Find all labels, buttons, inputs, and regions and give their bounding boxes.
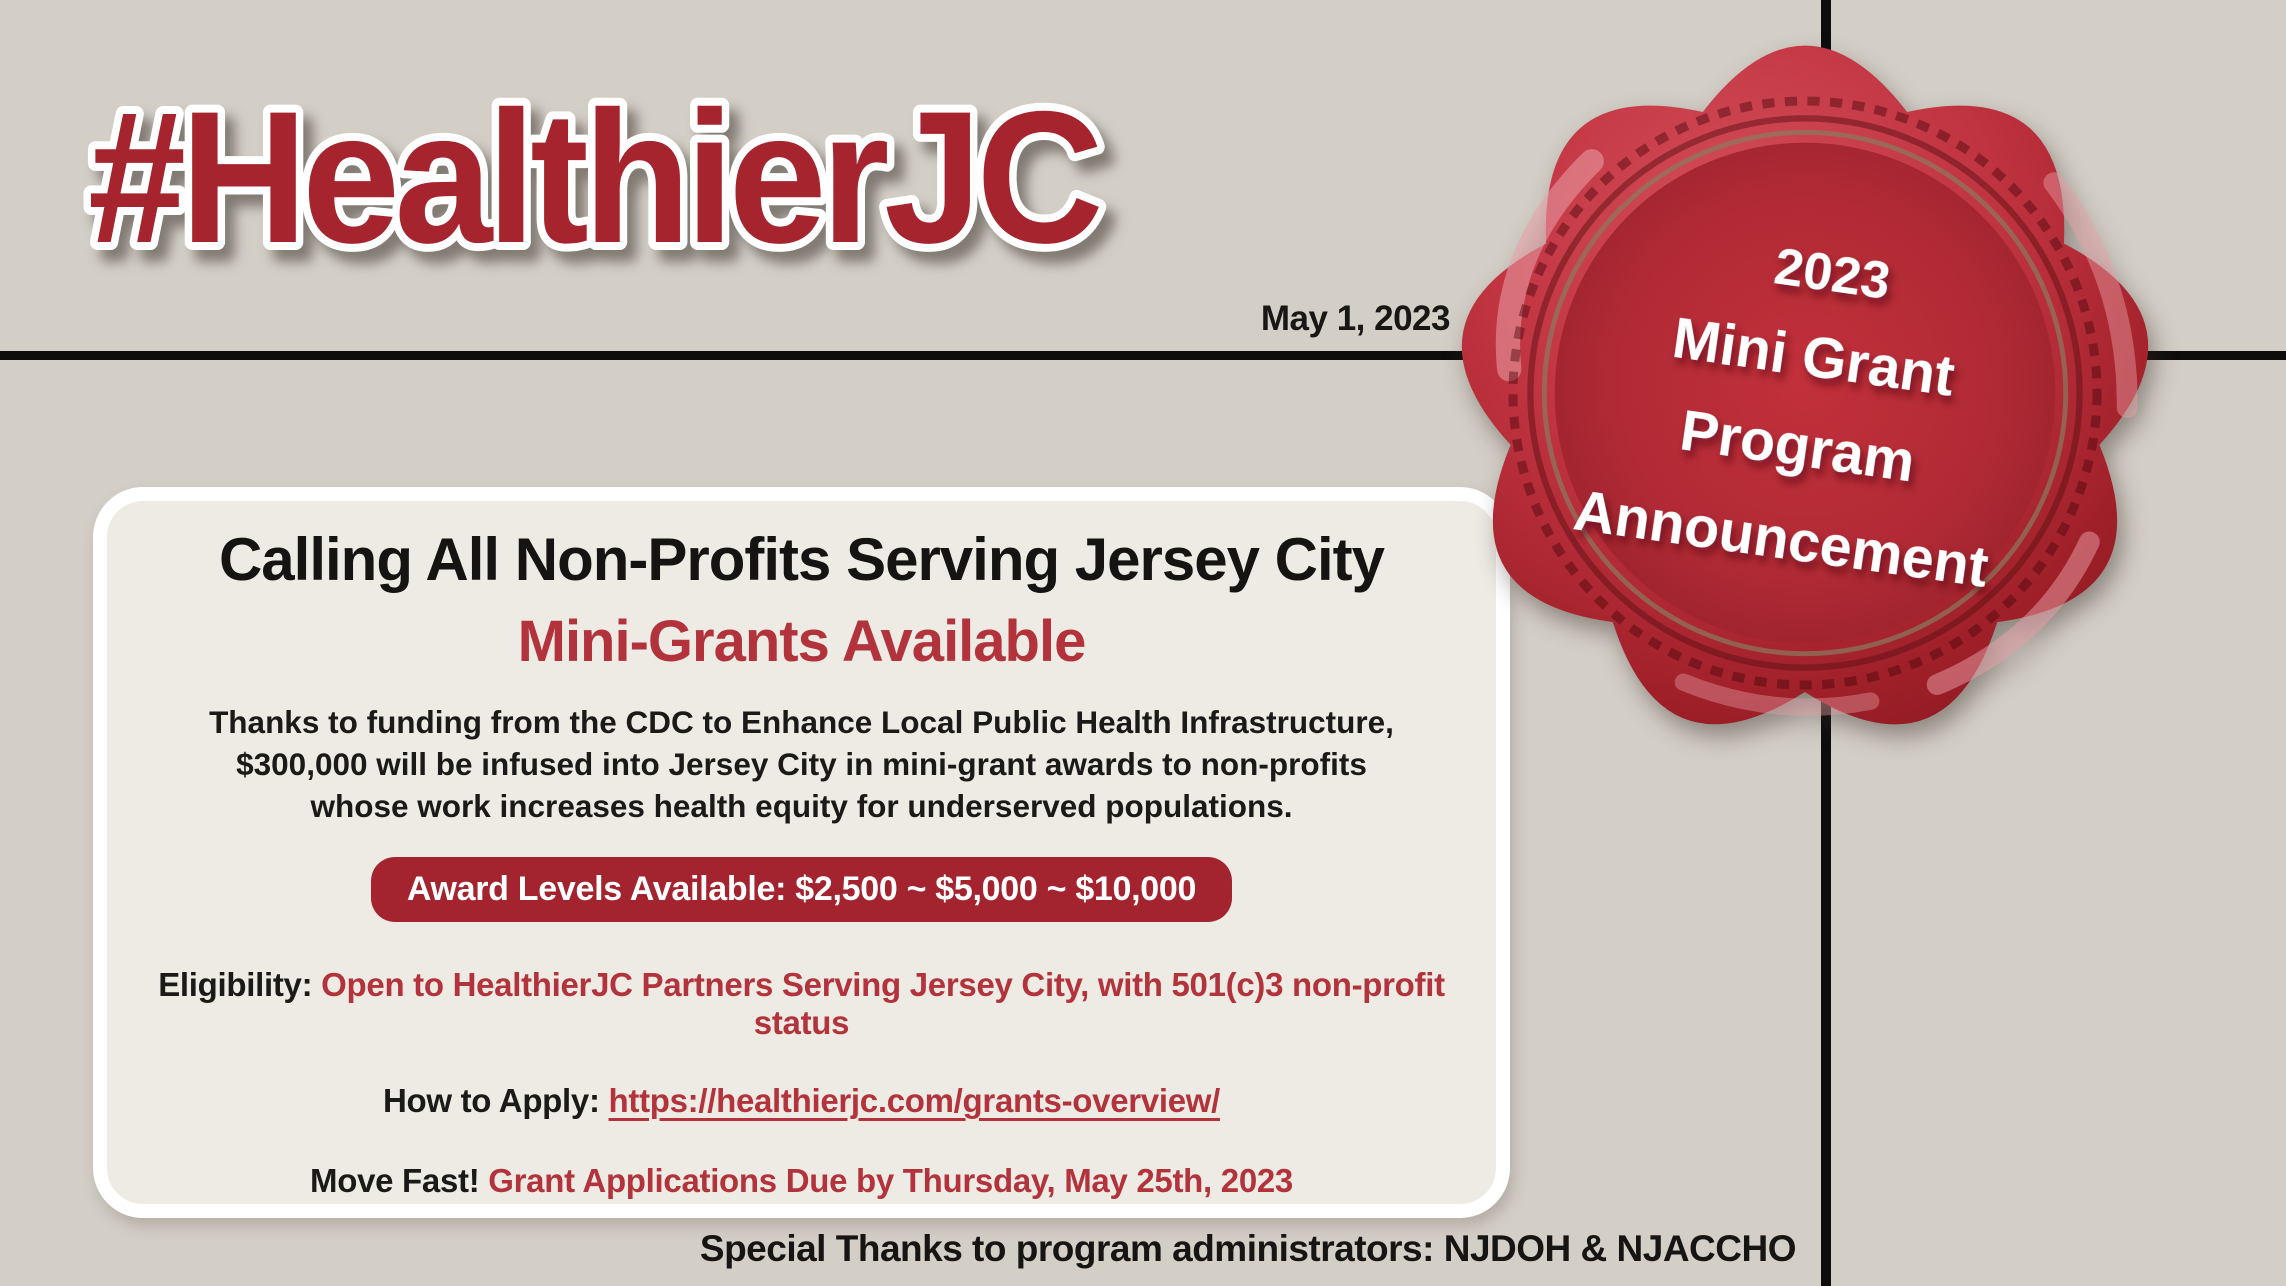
deadline-text: Grant Applications Due by Thursday, May 25th, 2023 — [479, 1162, 1293, 1199]
logo-text: #HealthierJC — [88, 72, 1100, 282]
healthierjc-logo — [58, 34, 1128, 310]
apply-link[interactable]: https://healthierjc.com/grants-overview/ — [608, 1082, 1221, 1119]
body-line: whose work increases health equity for underserved populations. — [310, 788, 1293, 824]
apply-label: How to Apply: — [382, 1082, 609, 1119]
announcement-card — [93, 487, 1510, 1218]
wax-seal-badge — [1440, 28, 2170, 758]
seal-line-3: Program — [1676, 398, 1919, 495]
seal-line-1: 2023 — [1770, 237, 1894, 312]
card-body-paragraph — [107, 701, 1496, 827]
card-subtitle: Mini-Grants Available — [517, 609, 1086, 674]
body-line: $300,000 will be infused into Jersey City in mini-grant awards to non-profits — [236, 746, 1367, 782]
healthierjc-logo-svg — [58, 34, 1128, 310]
date-text: May 1, 2023 — [1260, 299, 1450, 338]
deadline-line — [107, 1162, 1496, 1200]
wax-seal-svg — [1440, 28, 2170, 758]
how-to-apply-line — [107, 1082, 1496, 1120]
eligibility-text: Open to HealthierJC Partners Serving Jersey City, with 501(c)3 non-profit status — [312, 966, 1445, 1041]
card-title: Calling All Non-Profits Serving Jersey City — [218, 526, 1385, 593]
seal-line-4: Announcement — [1569, 478, 1993, 600]
deadline-label: Move Fast! — [310, 1162, 480, 1199]
seal-line-2: Mini Grant — [1668, 306, 1959, 409]
eligibility-label: Eligibility: — [158, 966, 313, 1003]
body-line: Thanks to funding from the CDC to Enhance Local Public Health Infrastructure, — [209, 704, 1394, 740]
award-levels-pill: Award Levels Available: $2,500 ~ $5,000 ~ $10,000 — [371, 857, 1232, 922]
eligibility-line — [107, 966, 1496, 1042]
footer-thanks-text: Special Thanks to program administrators: NJDOH & NJACCHO — [699, 1228, 1796, 1269]
